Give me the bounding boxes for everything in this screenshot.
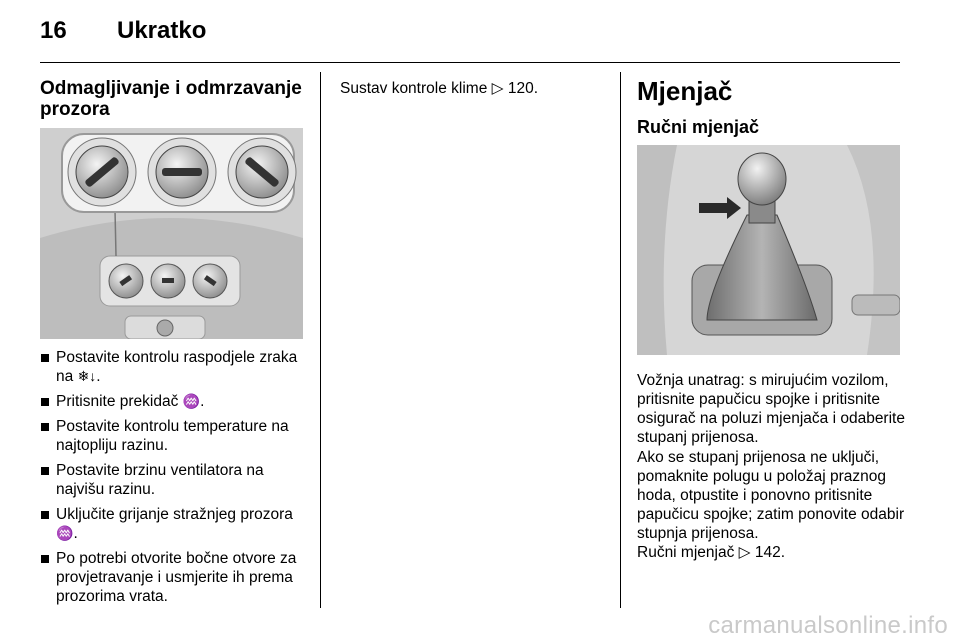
climate-control-illustration [40,128,303,339]
gear-lever-illustration [637,145,900,355]
list-item: Postavite brzinu ventilatora na najvišu razinu. [40,461,310,499]
page-reference-arrow-icon: ▷ [738,544,751,561]
column-divider-right [620,72,621,608]
header-rule [40,62,900,63]
list-item: Postavite kontrolu raspodjele zraka na ❄↓. [40,348,310,386]
column-divider-left [320,72,321,608]
section-title: Ukratko [117,17,207,44]
gear-lever-drawing [637,145,900,355]
climate-control-drawing [40,128,303,339]
reverse-gear-paragraph: Vožnja unatrag: s mirujućim vozilom, pritisnite papučicu spojke i pritisnite osigurač na poluzi mjenjača i odaberite stupanj prijenosa. [637,372,905,446]
list-item: Uključite grijanje stražnjeg prozora ♒. [40,505,310,543]
rear-window-heating-icon: ♒ [56,525,74,541]
defrost-steps-list [40,348,310,612]
manual-transmission-reference: Ručni mjenjač ▷ 142. [637,544,786,561]
gear-engage-paragraph: Ako se stupanj prijenosa ne uključi, pomaknite polugu u položaj praznog hoda, otpustite i ponovno pritisnite papučicu spojke; zatim ponovite odabir stupnja prijenosa. [637,449,905,542]
list-item: Po potrebi otvorite bočne otvore za provjetravanje i usmjerite ih prema prozorima vrata. [40,549,310,606]
defrost-heading: Odmagljivanje i odmrzavanje prozora [40,78,302,120]
watermark: carmanualsonline.info [708,612,948,639]
windscreen-defrost-icon: ♒ [182,393,201,409]
list-item: Pritisnite prekidač ♒. [40,392,310,411]
climate-control-reference: Sustav kontrole klime ▷ 120. [340,80,539,97]
page-reference-arrow-icon: ▷ [491,80,504,97]
air-distribution-windscreen-icon: ❄↓ [77,368,97,384]
manual-transmission-subheading: Ručni mjenjač [637,117,760,137]
transmission-heading: Mjenjač [637,76,733,106]
list-item: Postavite kontrolu temperature na najtopliju razinu. [40,417,310,455]
page-number: 16 [40,17,67,44]
